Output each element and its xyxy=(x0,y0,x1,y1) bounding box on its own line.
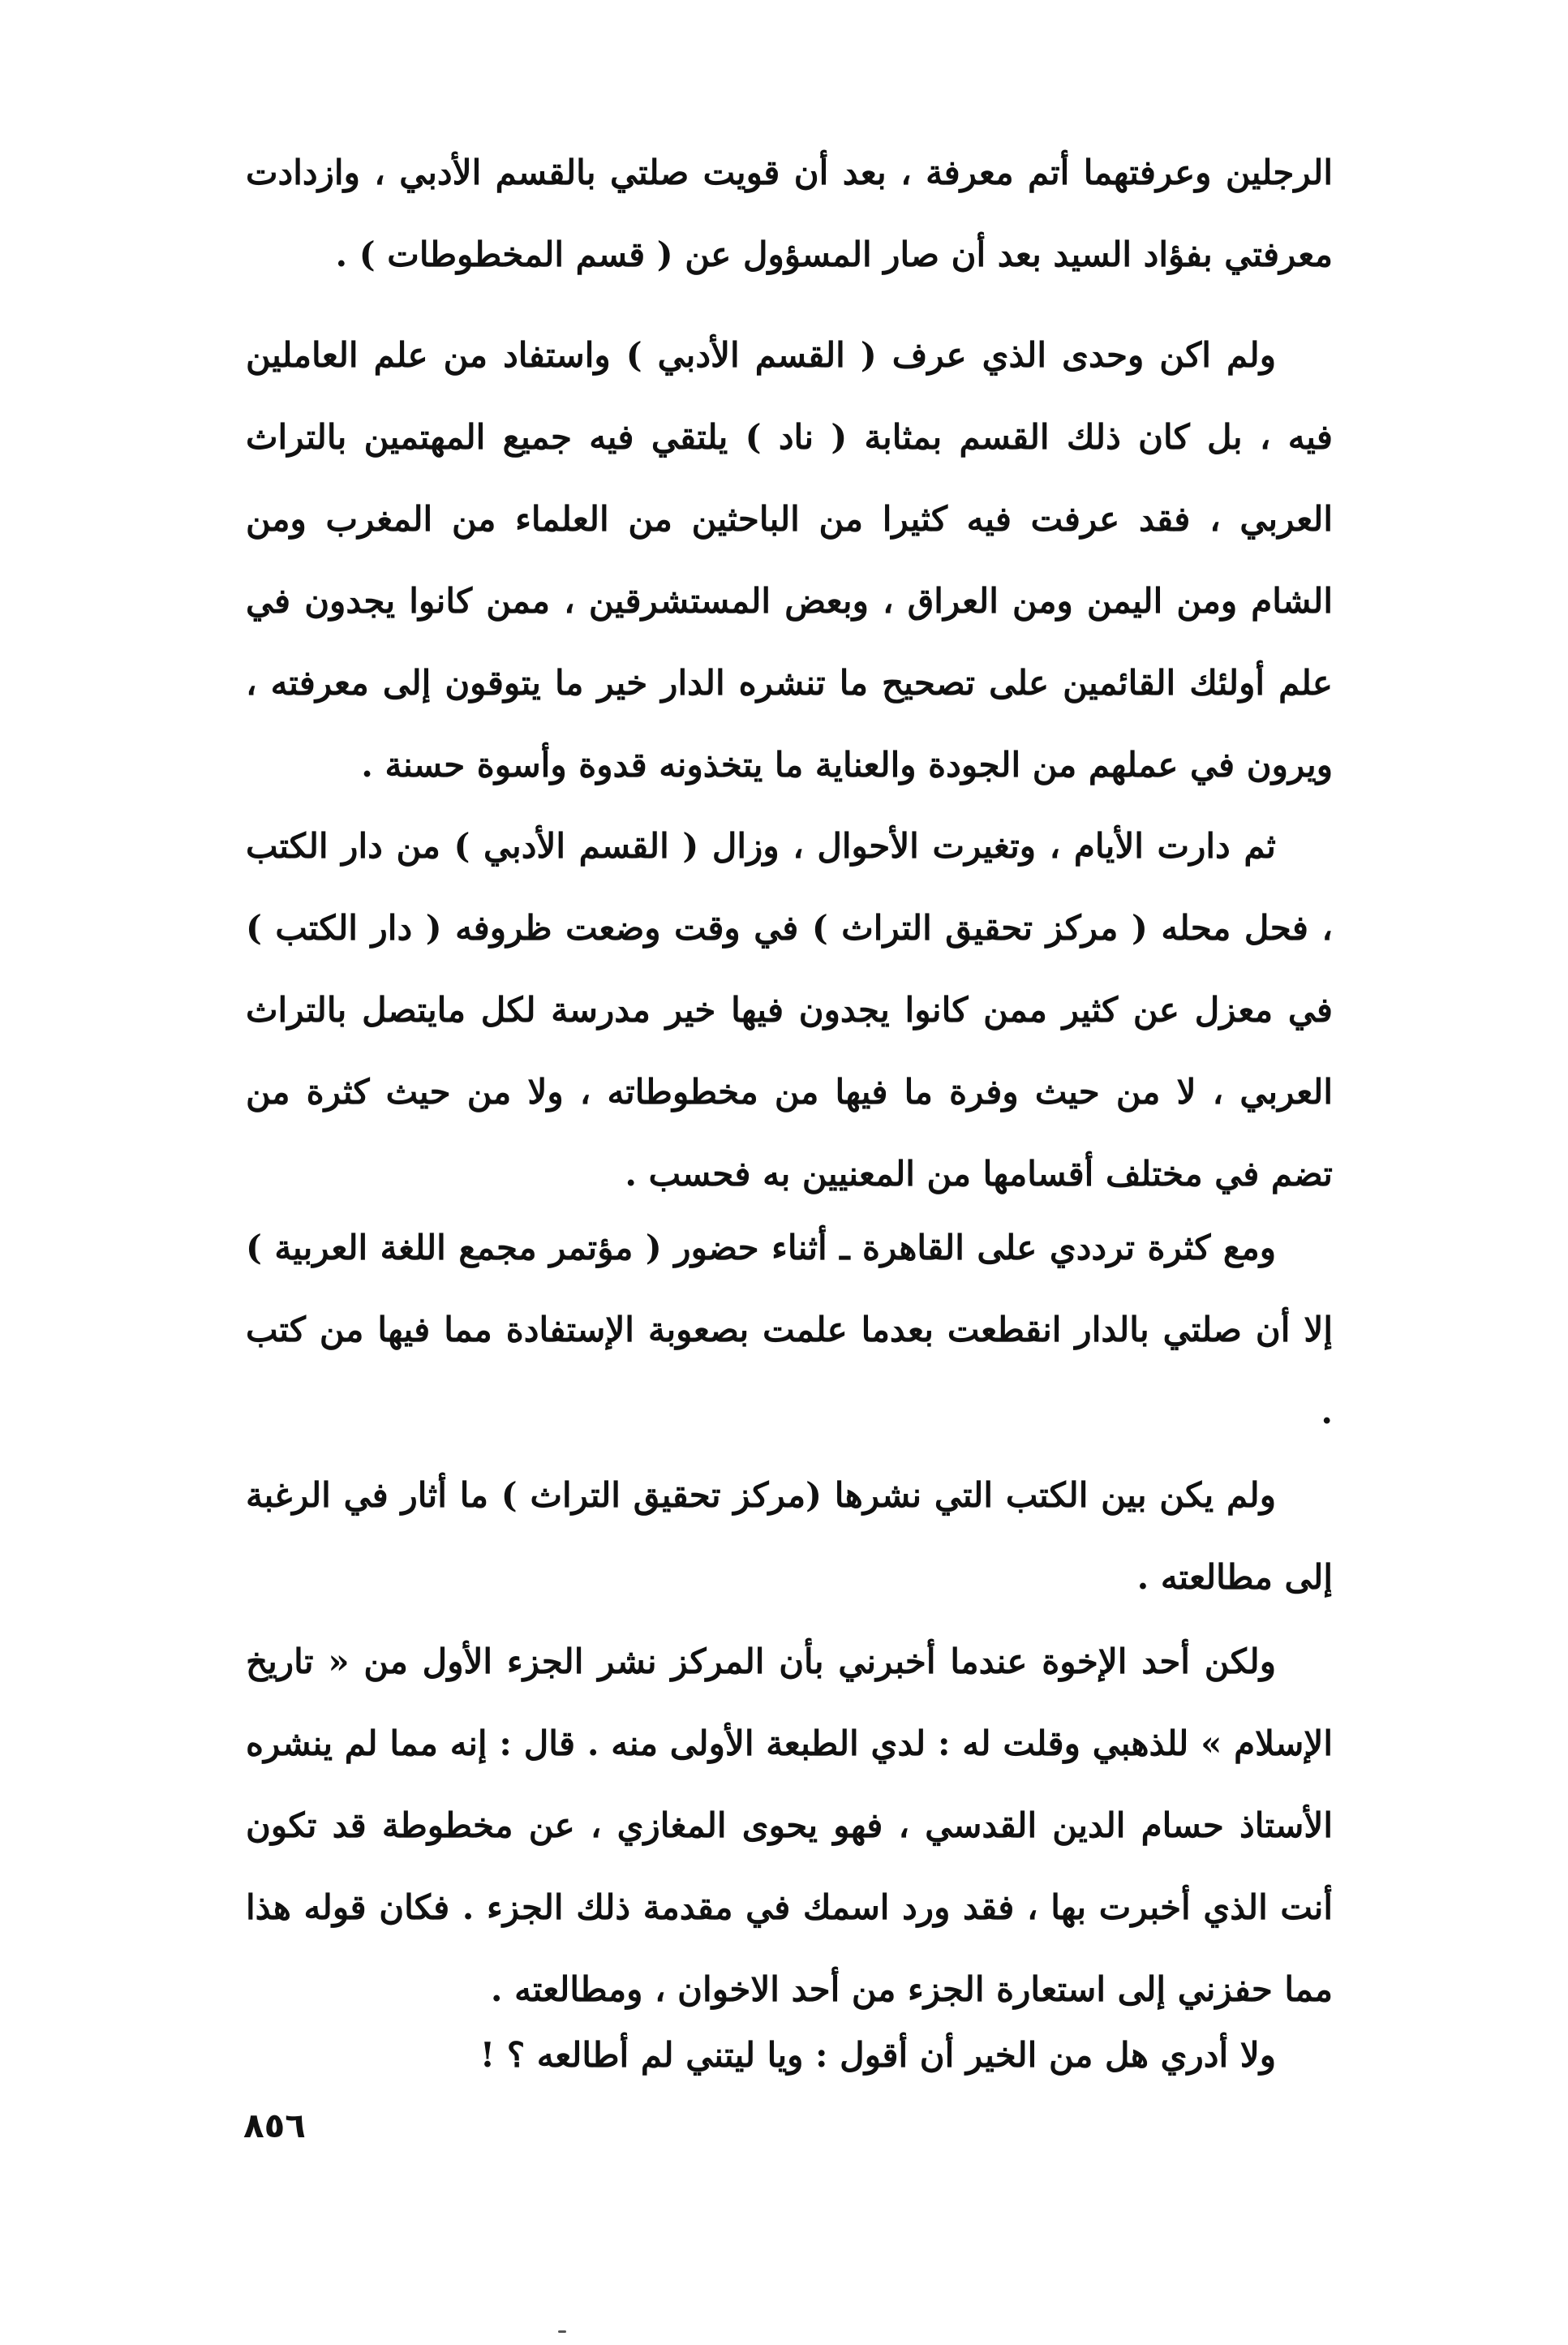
paragraph-5: ولم يكن بين الكتب التي نشرها (مركز تحقيق التراث ) ما أثار في الرغبة إلى مطالعته . xyxy=(246,1475,1333,1597)
paragraph-4: ومع كثرة ترددي على القاهرة ـ أثناء حضور ( مؤتمر مجمع اللغة العربية ) إلا أن صلتي بالدار انقطعت بعدما علمت بصعوبة الإستفادة مما فيها من كتب . xyxy=(246,1228,1333,1431)
paragraph-1: الرجلين وعرفتهما أتم معرفة ، بعد أن قويت صلتي بالقسم الأدبي ، وازدادت معرفتي بفؤاد السيد بعد أن صار المسؤول عن ( قسم المخطوطات ) . xyxy=(246,153,1333,274)
paragraph-6: ولكن أحد الإخوة عندما أخبرني بأن المركز نشر الجزء الأول من « تاريخ الإسلام » للذهبي وقلت له : لدي الطبعة الأولى منه . قال : إنه مما لم ينشره الأستاذ حسام الدين القدسي ، فهو يحوى المغازي ، عن مخطوطة قد تكون أنت الذي أخبرت بها ، فقد ورد اسمك في مقدمة ذلك الجزء . فكان قوله هذا مما حفزني إلى استعارة الجزء من أحد الاخوان ، ومطالعته . xyxy=(246,1642,1333,2009)
scan-speck xyxy=(558,2330,566,2333)
paragraph-3: ثم دارت الأيام ، وتغيرت الأحوال ، وزال ( القسم الأدبي ) من دار الكتب ، فحل محله ( مركز تحقيق التراث ) في وقت وضعت ظروفه ( دار الكتب ) في معزل عن كثير ممن كانوا يجدون فيها خير مدرسة لكل مايتصل بالتراث العربي ، لا من حيث وفرة ما فيها من مخطوطاته ، ولا من حيث كثرة من تضم في مختلف أقسامها من المعنيين به فحسب . xyxy=(246,826,1333,1194)
page-number: ٨٥٦ xyxy=(243,2106,306,2145)
paragraph-2: ولم اكن وحدى الذي عرف ( القسم الأدبي ) واستفاد من علم العاملين فيه ، بل كان ذلك القسم بمثابة ( ناد ) يلتقي فيه جميع المهتمين بالتراث العربي ، فقد عرفت فيه كثيرا من الباحثين من العلماء من المغرب ومن الشام ومن اليمن ومن العراق ، وبعض المستشرقين ، ممن كانوا يجدون في علم أولئك القائمين على تصحيح ما تنشره الدار خير ما يتوقون إلى معرفته ، ويرون في عملهم من الجودة والعناية ما يتخذونه قدوة وأسوة حسنة . xyxy=(246,335,1333,785)
paragraph-7: ولا أدري هل من الخير أن أقول : ويا ليتني لم أطالعه ؟ ! xyxy=(479,2035,1276,2075)
